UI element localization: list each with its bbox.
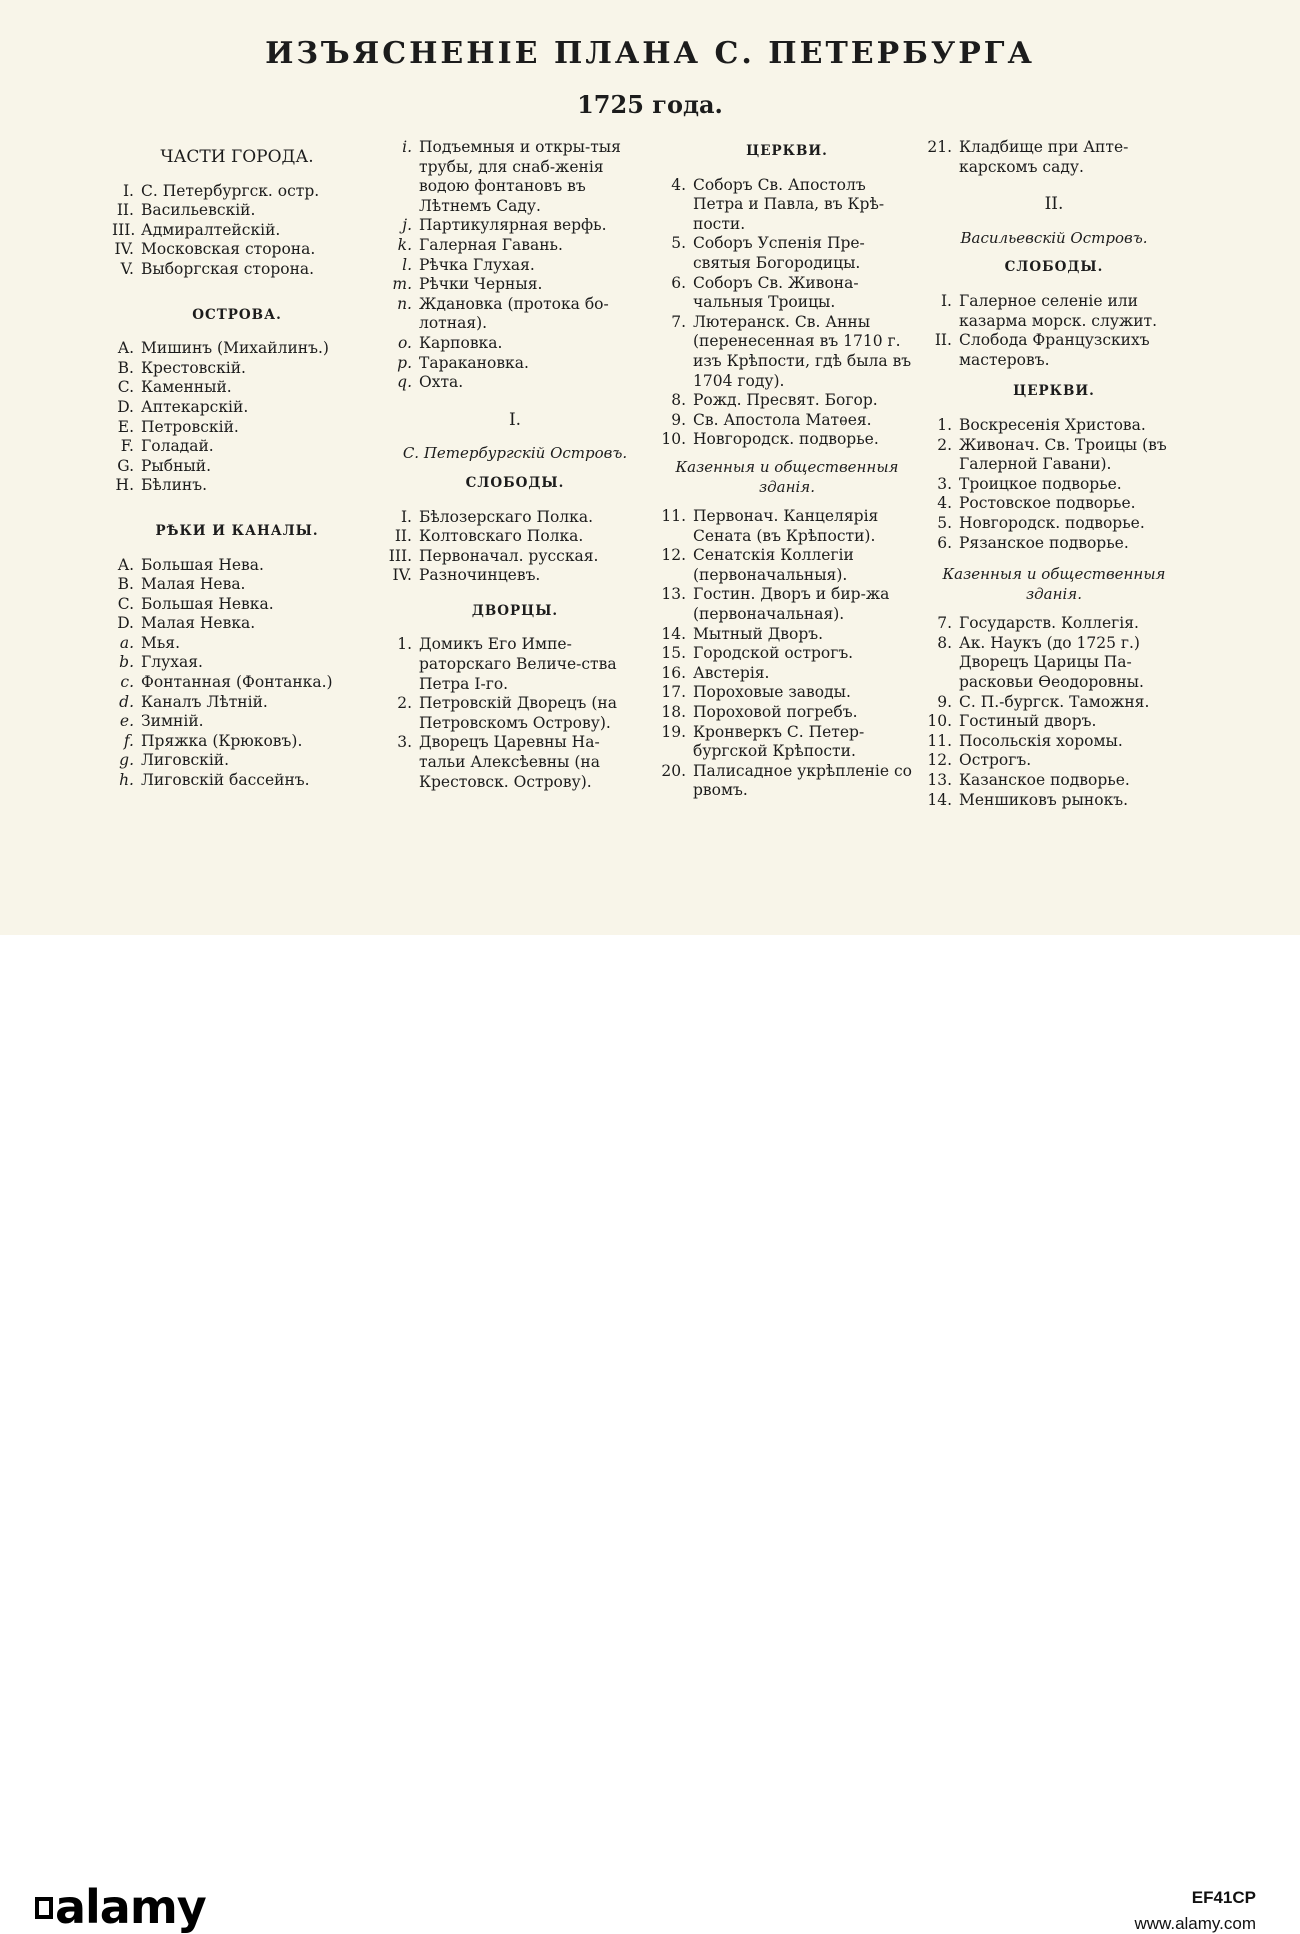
item-number: IV. (392, 566, 412, 585)
list-item (112, 359, 362, 379)
list-item (112, 378, 362, 398)
list-item (112, 595, 362, 615)
item-number: 11. (661, 507, 686, 526)
item-text: Галерная Гавань. (419, 235, 563, 254)
item-text: Петровскій Дворецъ (на Петровскомъ Острову). (419, 694, 617, 732)
list-slobody (384, 508, 646, 586)
item-number: I. (940, 291, 952, 310)
item-number: II. (394, 527, 412, 546)
list-item (924, 751, 1184, 771)
item-text: Новгородск. подворье. (959, 513, 1145, 532)
list-waterworks (384, 138, 646, 393)
item-text: Кладбище при Апте-карскомъ саду. (959, 138, 1129, 176)
item-number: I. (122, 181, 134, 200)
item-number: III. (388, 546, 412, 565)
item-text: Палисадное укрѣпленіе со рвомъ. (693, 761, 912, 800)
item-text: Голадай. (141, 437, 214, 456)
item-number: 19. (661, 722, 686, 741)
item-number: 3. (937, 474, 952, 493)
list-item (112, 751, 362, 771)
list-item (112, 221, 362, 241)
item-text: С. Петербургск. остр. (141, 181, 320, 200)
list-item (112, 437, 362, 457)
item-number: E. (117, 417, 134, 436)
item-text: Кронверкъ С. Петер-бургской Крѣпости. (693, 722, 865, 761)
item-text: Ждановка (протока бо-лотная). (419, 294, 609, 333)
item-number: p. (397, 353, 412, 372)
item-number: 12. (927, 751, 952, 770)
list-item (112, 712, 362, 732)
item-number: k. (397, 235, 412, 254)
list-item (924, 634, 1184, 693)
item-number: l. (402, 255, 412, 274)
list-item (656, 644, 918, 664)
list-item (384, 508, 646, 528)
list-item (924, 534, 1184, 554)
item-number: 4. (671, 175, 686, 194)
list-churches (656, 176, 918, 450)
item-text: Колтовскаго Полка. (419, 527, 584, 546)
item-text: Галерное селеніе или казарма морск. служит. (959, 291, 1158, 330)
section-heading-parts: ЧАСТИ ГОРОДА. (160, 147, 314, 167)
item-text: Адмиралтейскій. (141, 220, 281, 239)
item-text: Васильевскій. (141, 201, 256, 220)
item-number: II. (116, 201, 134, 220)
list-item (112, 771, 362, 791)
item-text: Бѣлинъ. (141, 476, 208, 495)
item-text: Пороховой погребъ. (693, 703, 858, 722)
item-text: Рязанское подворье. (959, 533, 1129, 552)
item-number: 2. (397, 694, 412, 713)
item-number: I. (400, 507, 412, 526)
item-number: 6. (937, 533, 952, 552)
list-item (112, 398, 362, 418)
list-islands (112, 339, 362, 496)
list-public-buildings-2 (924, 614, 1184, 810)
item-number: 9. (937, 692, 952, 711)
list-item (656, 507, 918, 546)
item-number: c. (120, 673, 134, 692)
list-item (656, 762, 918, 801)
item-text: Петровскій. (141, 417, 239, 436)
page-title: ИЗЪЯСНЕНІЕ ПЛАНА С. ПЕТЕРБУРГА (265, 36, 1035, 71)
list-item (112, 201, 362, 221)
item-number: 18. (661, 703, 686, 722)
item-number: 5. (671, 234, 686, 253)
section-heading-rivers: РѢКИ И КАНАЛЫ. (155, 522, 319, 539)
section-number-I: I. (508, 409, 522, 430)
item-text: Рѣчка Глухая. (419, 255, 535, 274)
item-text: Государств. Коллегія. (959, 614, 1139, 633)
item-number: 8. (937, 633, 952, 652)
section-number-II: II. (1044, 194, 1064, 215)
column-1 (112, 138, 362, 791)
alamy-logo: alamy (55, 1880, 206, 1934)
list-item (112, 418, 362, 438)
item-number: V. (120, 259, 134, 278)
item-number: f. (123, 731, 134, 750)
item-number: 13. (927, 771, 952, 790)
item-number: 12. (661, 546, 686, 565)
item-text: Рыбный. (141, 456, 212, 475)
item-number: b. (119, 653, 134, 672)
page-subtitle-year: 1725 года. (577, 90, 723, 119)
list-item (924, 693, 1184, 713)
item-text: Лютеранск. Св. Анны (перенесенная въ 1710 г. изъ Крѣпости, гдѣ была въ 1704 году). (693, 312, 912, 390)
item-text: Пряжка (Крюковъ). (141, 731, 303, 750)
item-text: Мытный Дворъ. (693, 624, 824, 643)
item-text: Мишинъ (Михайлинъ.) (141, 339, 329, 358)
item-number: 4. (937, 494, 952, 513)
item-number: m. (392, 275, 412, 294)
list-item (924, 514, 1184, 534)
item-number: a. (119, 633, 134, 652)
item-text: Мья. (141, 633, 181, 652)
list-item (656, 723, 918, 762)
item-number: 14. (661, 624, 686, 643)
list-item (384, 373, 646, 393)
item-text: Зимній. (141, 712, 204, 731)
item-text: Малая Невка. (141, 614, 256, 633)
list-public-buildings (656, 507, 918, 801)
list-item (112, 653, 362, 673)
list-item (924, 494, 1184, 514)
item-text: Крестовскій. (141, 358, 246, 377)
item-number: A. (117, 555, 134, 574)
list-item (924, 475, 1184, 495)
list-item (656, 411, 918, 431)
item-text: Аптекарскій. (141, 397, 249, 416)
list-item (924, 712, 1184, 732)
list-item (924, 138, 1184, 177)
item-number: 15. (661, 644, 686, 663)
item-text: Гостиный дворъ. (959, 712, 1097, 731)
item-text: Меншиковъ рынокъ. (959, 790, 1129, 809)
list-item (656, 625, 918, 645)
item-text: Гостин. Дворъ и бир-жа (первоначальная). (693, 585, 890, 624)
item-number: 10. (927, 712, 952, 731)
item-text: Большая Невка. (141, 594, 274, 613)
list-item (384, 527, 646, 547)
list-item (656, 176, 918, 235)
item-text: Ак. Наукъ (до 1725 г.) Дворецъ Царицы Па-расковьи Ѳеодоровны. (959, 633, 1144, 692)
section-heading-islands: ОСТРОВА. (192, 306, 282, 323)
item-number: G. (117, 456, 134, 475)
item-number: h. (119, 771, 134, 790)
list-item (924, 614, 1184, 634)
list-item (656, 313, 918, 391)
item-number: 21. (927, 138, 952, 156)
column-4 (924, 138, 1184, 810)
item-text: Карповка. (419, 333, 503, 352)
list-item (384, 733, 646, 792)
list-item (112, 575, 362, 595)
section-heading-churches: ЦЕРКВИ. (746, 143, 828, 159)
list-item (112, 634, 362, 654)
item-text: Партикулярная верфь. (419, 216, 607, 235)
item-number: 5. (937, 513, 952, 532)
section-heading-churches-2: ЦЕРКВИ. (1013, 383, 1095, 400)
list-slobody-2 (924, 292, 1184, 370)
list-item (924, 791, 1184, 811)
list-item (924, 416, 1184, 436)
list-item (112, 182, 362, 202)
list-item (656, 430, 918, 450)
list-item (656, 391, 918, 411)
list-item (112, 260, 362, 280)
list-item (656, 664, 918, 684)
item-text: Фонтанная (Фонтанка.) (141, 673, 333, 692)
list-item (384, 354, 646, 374)
item-number: H. (115, 476, 134, 495)
watermark-footer (0, 935, 1300, 1934)
list-item (656, 274, 918, 313)
item-number: 20. (661, 761, 686, 780)
item-number: 17. (661, 683, 686, 702)
list-item (924, 331, 1184, 370)
item-number: A. (117, 339, 134, 358)
item-number: q. (397, 373, 412, 392)
item-text: Соборъ Св. Апостолъ Петра и Павла, въ Крѣ-пости. (693, 175, 885, 233)
item-text: Рожд. Пресвят. Богор. (693, 391, 878, 410)
list-item (384, 295, 646, 334)
item-text: Живонач. Св. Троицы (въ Галерной Гавани). (959, 435, 1167, 474)
list-item (112, 732, 362, 752)
item-number: e. (119, 712, 134, 731)
item-text: Выборгская сторона. (141, 259, 315, 278)
item-number: 8. (671, 391, 686, 410)
item-text: Лиговскій бассейнъ. (141, 771, 310, 790)
list-item (924, 732, 1184, 752)
item-text: Австерія. (693, 663, 770, 682)
list-item (112, 673, 362, 693)
item-text: Острогъ. (959, 751, 1032, 770)
list-item (924, 292, 1184, 331)
item-text: Новгородск. подворье. (693, 430, 879, 449)
list-item (384, 694, 646, 733)
list-item (656, 703, 918, 723)
item-number: n. (397, 294, 412, 313)
item-number: D. (117, 614, 134, 633)
item-number: C. (117, 594, 134, 613)
list-churches-2 (924, 416, 1184, 553)
item-text: Лиговскій. (141, 751, 230, 770)
list-item (656, 546, 918, 585)
list-item (384, 256, 646, 276)
item-number: 6. (671, 273, 686, 292)
item-number: 3. (397, 733, 412, 752)
section-heading-slobody-2: СЛОБОДЫ. (1004, 259, 1104, 276)
item-number: D. (117, 397, 134, 416)
item-number: 7. (671, 312, 686, 331)
item-text: Глухая. (141, 653, 203, 672)
list-item (384, 236, 646, 256)
list-item (384, 566, 646, 586)
item-number: j. (402, 216, 412, 235)
document-page (0, 0, 1300, 935)
list-palaces (384, 635, 646, 792)
list-item (112, 339, 362, 359)
section-heading-slobody: СЛОБОДЫ. (465, 474, 565, 491)
list-item (656, 585, 918, 624)
list-item (112, 614, 362, 634)
item-number: 7. (937, 614, 952, 633)
item-text: Слобода Французскихъ мастеровъ. (959, 331, 1150, 369)
list-item (384, 275, 646, 295)
item-number: 13. (661, 585, 686, 604)
item-number: III. (112, 220, 136, 239)
list-rivers (112, 556, 362, 791)
list-item (384, 216, 646, 236)
source-url: www.alamy.com (1134, 1914, 1256, 1933)
item-text: Ростовское подворье. (959, 494, 1136, 513)
item-text: Соборъ Успенія Пре-святыя Богородицы. (693, 234, 865, 272)
item-text: Охта. (419, 373, 464, 392)
item-text: Воскресенія Христова. (959, 415, 1146, 434)
section-title-vasilievsky-island: Васильевскій Островъ. (960, 228, 1148, 247)
item-number: 1. (397, 635, 412, 654)
list-item (112, 240, 362, 260)
item-text: Малая Нева. (141, 575, 246, 594)
section-title-petersburg-island: С. Петербургскій Островъ. (402, 444, 628, 463)
item-text: Бѣлозерскаго Полка. (419, 507, 594, 526)
item-text: Большая Нева. (141, 555, 264, 574)
list-item (112, 457, 362, 477)
item-text: Казанское подворье. (959, 771, 1130, 790)
item-text: Домикъ Его Импе-раторскаго Величе-ства Петра I-го. (419, 635, 617, 693)
list-item (112, 693, 362, 713)
item-text: Таракановка. (419, 353, 529, 372)
list-item (656, 234, 918, 273)
item-text: Сенатскія Коллегіи (первоначальныя). (693, 546, 854, 584)
item-text: Троицкое подворье. (959, 474, 1122, 493)
item-text: Московская сторона. (141, 240, 316, 259)
column-2 (384, 138, 646, 792)
item-text: С. П.-бургск. Таможня. (959, 692, 1150, 711)
list-item (924, 436, 1184, 475)
item-number: 16. (661, 663, 686, 682)
section-heading-public-buildings: Казенныя и общественныя зданія. (675, 457, 899, 496)
list-item (384, 138, 646, 216)
list-parts (112, 182, 362, 280)
item-text: Разночинцевъ. (419, 566, 541, 585)
list-item (924, 771, 1184, 791)
item-number: C. (117, 378, 134, 397)
list-item (384, 334, 646, 354)
list-cemetery (924, 138, 1184, 177)
image-meta (1134, 1888, 1256, 1934)
item-text: Посольскія хоромы. (959, 731, 1123, 750)
item-text: Каналъ Лѣтній. (141, 692, 268, 711)
item-number: 1. (937, 415, 952, 434)
list-item (112, 556, 362, 576)
item-number: o. (398, 333, 412, 352)
item-text: Пороховые заводы. (693, 683, 851, 702)
item-text: Рѣчки Черныя. (419, 275, 543, 294)
item-text: Каменный. (141, 378, 232, 397)
item-text: Соборъ Св. Живона-чальныя Троицы. (693, 273, 859, 312)
item-number: i. (402, 138, 412, 156)
item-text: Дворецъ Царевны На-тальи Алексѣевны (на Крестовск. Острову). (419, 733, 600, 791)
item-number: 9. (671, 410, 686, 429)
item-number: g. (119, 751, 134, 770)
section-heading-palaces: ДВОРЦЫ. (471, 602, 559, 619)
item-number: 14. (927, 790, 952, 809)
list-item (384, 547, 646, 567)
item-number: B. (117, 358, 134, 377)
item-number: II. (934, 331, 952, 350)
item-number: 2. (937, 435, 952, 454)
item-number: IV. (114, 240, 134, 259)
list-item (112, 476, 362, 496)
section-heading-public-buildings-2: Казенныя и общественныя зданія. (942, 565, 1166, 603)
column-3 (656, 138, 918, 801)
item-number: B. (117, 575, 134, 594)
list-item (656, 683, 918, 703)
alamy-mark-icon (35, 1897, 53, 1919)
item-text: Первоначал. русская. (419, 546, 599, 565)
list-item (384, 635, 646, 694)
image-id: EF41CP (1191, 1888, 1256, 1907)
item-text: Первонач. Канцелярія Сената (въ Крѣпости). (693, 507, 879, 545)
item-number: 11. (927, 731, 952, 750)
item-text: Подъемныя и откры-тыя трубы, для снаб-женія водою фонтановъ въ Лѣтнемъ Саду. (419, 138, 621, 215)
item-number: 10. (661, 430, 686, 449)
item-text: Городской острогъ. (693, 644, 854, 663)
item-number: F. (120, 437, 134, 456)
item-number: d. (119, 692, 134, 711)
item-text: Св. Апостола Матѳея. (693, 410, 872, 429)
